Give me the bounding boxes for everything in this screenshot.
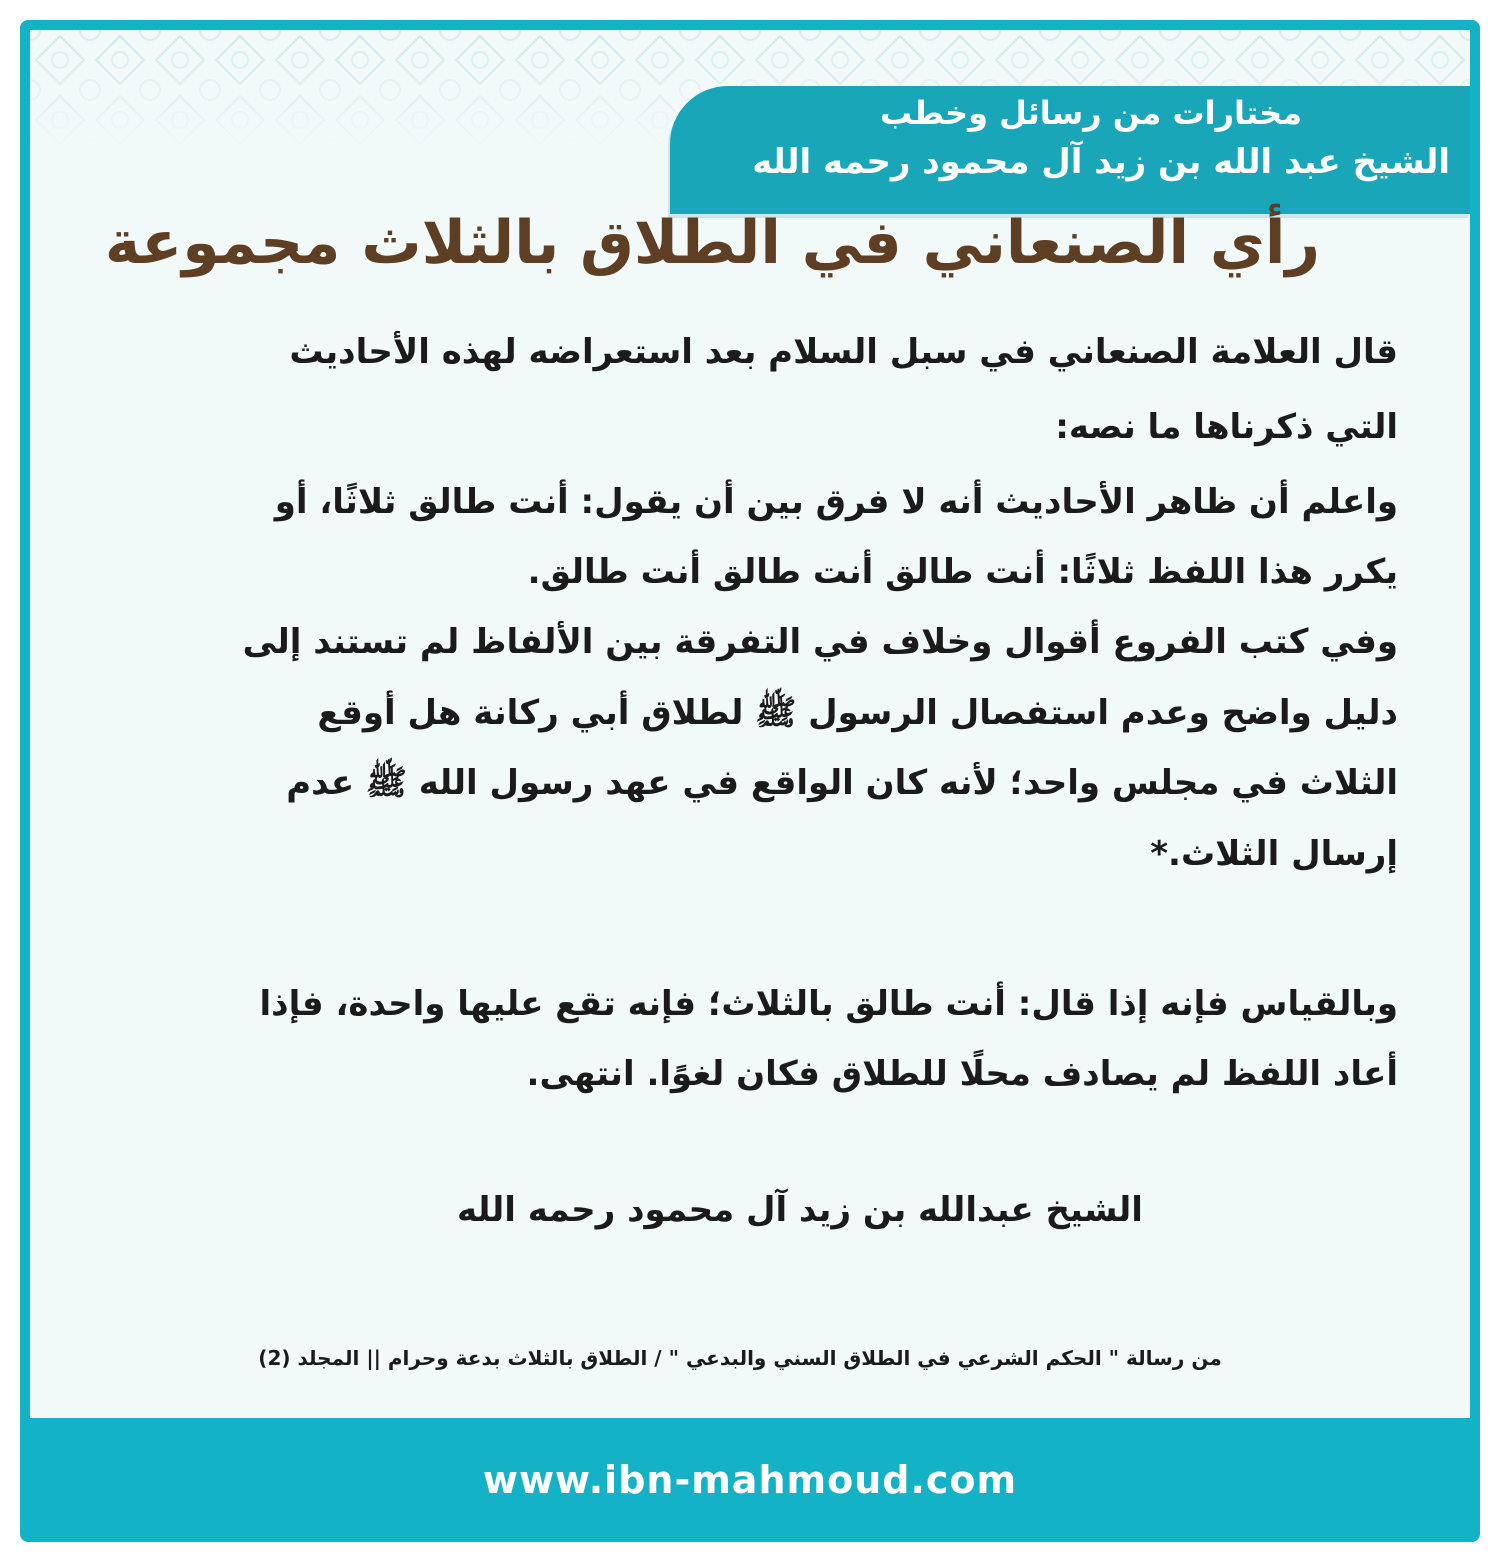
article-title: رأي الصنعاني في الطلاق بالثلاث مجموعة — [104, 208, 1320, 278]
body-line-6: دليل واضح وعدم استفصال الرسول ﷺ لطلاق أبي ركانة هل أوقع — [317, 693, 1398, 733]
body-line-2: التي ذكرناها ما نصه: — [1055, 407, 1398, 447]
header-line-1: مختارات من رسائل وخطب — [879, 94, 1302, 132]
website-link[interactable]: www.ibn-mahmoud.com — [482, 1458, 1018, 1502]
body-line-9: وبالقياس فإنه إذا قال: أنت طالق بالثلاث؛ فإنه تقع عليها واحدة، فإذا — [259, 984, 1398, 1024]
body-line-4: يكرر هذا اللفظ ثلاثًا: أنت طالق أنت طالق أنت طالق. — [527, 552, 1398, 592]
header-line-2: الشيخ عبد الله بن زيد آل محمود رحمه الله — [752, 142, 1450, 182]
body-line-10: أعاد اللفظ لم يصادف محلًا للطلاق فكان لغوًا. انتهى. — [526, 1054, 1398, 1094]
source-citation: من رسالة " الحكم الشرعي في الطلاق السني والبدعي " / الطلاق بالثلاث بدعة وحرام || المجلد (2) — [258, 1346, 1222, 1370]
footer-banner — [20, 1418, 1480, 1542]
body-line-8: إرسال الثلاث.* — [1150, 834, 1398, 874]
header-banner — [670, 86, 1470, 214]
body-line-7: الثلاث في مجلس واحد؛ لأنه كان الواقع في عهد رسول الله ﷺ عدم — [286, 763, 1398, 803]
body-line-1: قال العلامة الصنعاني في سبل السلام بعد استعراضه لهذه الأحاديث — [289, 332, 1398, 372]
body-line-3: واعلم أن ظاهر الأحاديث أنه لا فرق بين أن يقول: أنت طالق ثلاثًا، أو — [274, 482, 1398, 522]
body-line-5: وفي كتب الفروع أقوال وخلاف في التفرقة بين الألفاظ لم تستند إلى — [242, 622, 1398, 662]
author-signature: الشيخ عبدالله بن زيد آل محمود رحمه الله — [457, 1190, 1143, 1230]
